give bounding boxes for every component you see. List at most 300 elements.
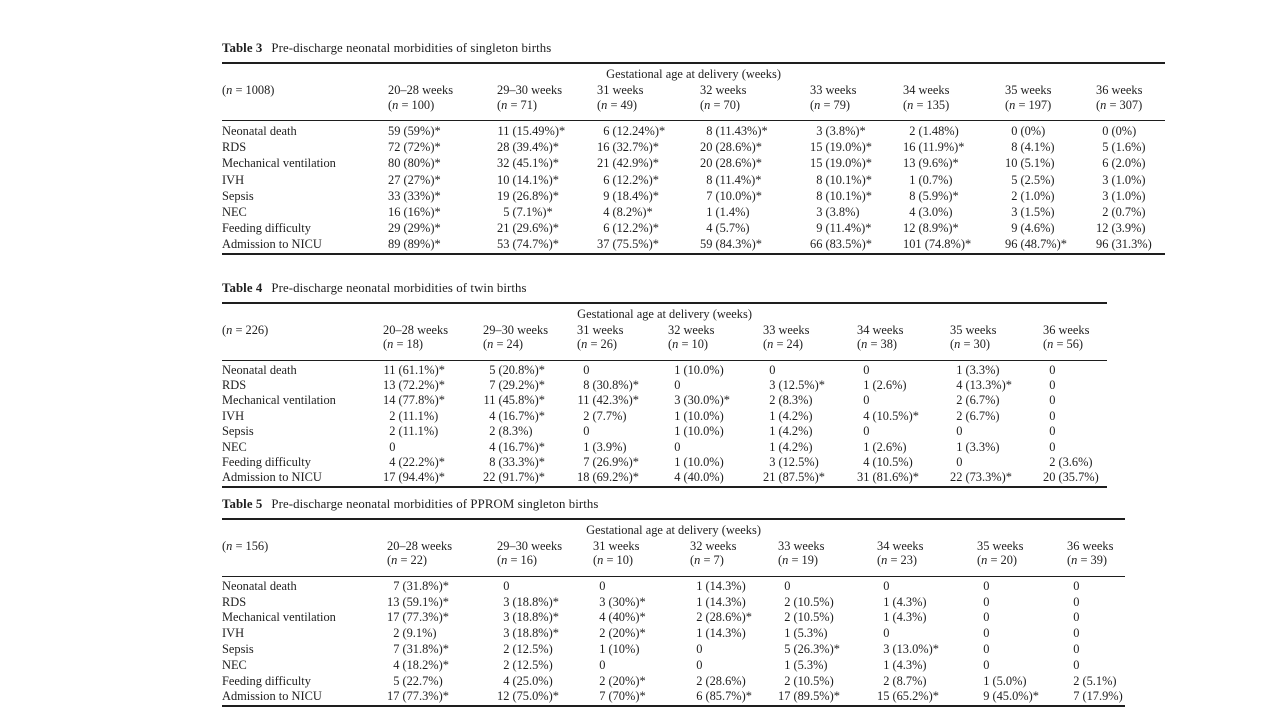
table-4-caption: Pre-discharge neonatal morbidities of twin births	[271, 280, 527, 295]
cell-count: 0	[983, 578, 990, 593]
cell-count: 1	[583, 439, 590, 454]
col-header	[690, 537, 778, 577]
data-cell	[857, 440, 950, 455]
cell-percent: (74.8%)*	[921, 237, 972, 252]
cell-percent: (26.9%)*	[589, 455, 639, 470]
row-label: RDS	[222, 594, 247, 609]
data-cell	[903, 172, 1005, 188]
cell-percent: (91.7%)*	[495, 470, 545, 485]
cell-percent: (10.0%)*	[712, 188, 762, 203]
cell-count: 4	[393, 657, 400, 672]
col-header-weeks: 31 weeks	[597, 83, 644, 97]
data-cell	[593, 674, 690, 690]
cell-percent: (29.6%)*	[509, 221, 559, 236]
cell-count: 8	[489, 455, 496, 470]
data-cell	[690, 689, 778, 706]
cell-percent: (12.2%)*	[609, 172, 659, 187]
cell-count: 16	[388, 205, 401, 220]
cell-percent: (3.0%)	[915, 205, 953, 220]
data-cell	[593, 576, 690, 594]
row-label: Sepsis	[222, 188, 254, 203]
data-cell	[483, 360, 577, 378]
data-cell	[778, 689, 877, 706]
cell-percent: (2.6%)	[869, 439, 907, 454]
cell-count: 3	[816, 124, 823, 138]
cell-percent: (77.3%)*	[399, 689, 449, 704]
cell-count: 15	[810, 156, 823, 171]
cell-count: 1	[909, 172, 916, 187]
cell-percent: (45.1%)*	[509, 156, 559, 171]
data-cell	[1096, 139, 1165, 155]
cell-count: 9	[1011, 221, 1018, 236]
cell-percent: (28.6%)*	[712, 156, 762, 171]
data-cell	[903, 236, 1005, 253]
cell-count: 0	[769, 362, 776, 377]
table-row	[222, 610, 1125, 626]
cell-percent: (77.3%)*	[399, 610, 449, 625]
col-header-n: (n = 7)	[690, 553, 724, 568]
data-cell	[383, 378, 483, 393]
column-header-row	[222, 81, 1165, 121]
table-row	[222, 470, 1107, 486]
cell-percent: (26.8%)*	[509, 188, 559, 203]
data-cell	[497, 139, 597, 155]
table-row	[222, 595, 1125, 611]
data-cell	[700, 172, 810, 188]
cell-percent: (42.9%)*	[609, 156, 659, 171]
cell-percent: (10.5%)	[869, 455, 913, 470]
cell-count: 6	[1102, 156, 1109, 171]
cell-percent: (1.0%)	[1108, 188, 1146, 203]
cell-count: 89	[388, 237, 401, 252]
table-row	[222, 360, 1107, 378]
data-cell	[388, 236, 497, 253]
data-cell	[1005, 155, 1096, 171]
data-cell	[1067, 642, 1125, 658]
cell-count: 3	[816, 205, 823, 220]
table-row	[222, 409, 1107, 424]
col-header	[497, 537, 593, 577]
cell-percent: (20%)*	[605, 673, 646, 688]
table-4-label: Table 4	[222, 280, 263, 295]
data-cell	[700, 188, 810, 204]
cell-percent: (18.8%)*	[509, 610, 559, 625]
data-cell	[700, 236, 810, 253]
cell-count: 5	[503, 205, 510, 220]
cell-count: 21	[763, 470, 776, 485]
cell-count: 4	[909, 205, 916, 220]
cell-count: 10	[1005, 156, 1018, 171]
col-header-weeks: 29–30 weeks	[483, 322, 549, 337]
data-cell	[593, 595, 690, 611]
cell-percent: (12.5%)	[775, 455, 819, 470]
data-cell	[497, 642, 593, 658]
cell-count: 53	[497, 237, 510, 252]
table-4-section	[222, 281, 1107, 488]
cell-count: 3	[769, 378, 776, 393]
cell-count: 6	[603, 124, 610, 138]
cell-percent: (10.5%)*	[869, 408, 919, 423]
cell-count: 0	[1073, 610, 1080, 625]
cell-percent: (10.0%)	[680, 362, 724, 377]
cell-percent: (18.8%)*	[509, 626, 559, 641]
cell-count: 2	[599, 673, 606, 688]
table-row	[222, 455, 1107, 470]
cell-percent: (10.1%)*	[822, 172, 872, 187]
data-cell	[977, 610, 1067, 626]
data-cell	[950, 393, 1043, 408]
table-4-grid	[222, 302, 1107, 488]
cell-count: 0	[1102, 124, 1109, 138]
cell-percent: (16.7%)*	[495, 408, 545, 423]
data-cell	[597, 236, 700, 253]
data-cell	[763, 378, 857, 393]
data-cell	[1005, 121, 1096, 140]
data-cell	[497, 188, 597, 204]
data-cell	[857, 424, 950, 439]
col-header	[1067, 537, 1125, 577]
data-cell	[977, 674, 1067, 690]
table-row	[222, 220, 1165, 236]
data-cell	[977, 658, 1067, 674]
cell-percent: (3.3%)	[962, 362, 1000, 377]
data-cell	[810, 155, 903, 171]
cell-percent: (5.9%)*	[915, 188, 959, 203]
data-cell	[1096, 220, 1165, 236]
table-row	[222, 236, 1165, 253]
cell-percent: (45.0%)*	[989, 689, 1039, 704]
cell-count: 4	[489, 408, 496, 423]
cell-count: 11	[577, 393, 590, 408]
cell-percent: (3.8%)*	[822, 124, 866, 138]
table-row	[222, 658, 1125, 674]
cell-count: 16	[597, 140, 610, 155]
cell-percent: (1.0%)	[1017, 188, 1055, 203]
row-label: IVH	[222, 172, 245, 187]
data-cell	[857, 393, 950, 408]
cell-percent: (14.1%)*	[509, 172, 559, 187]
cell-count: 2	[599, 626, 606, 641]
cell-count: 66	[810, 237, 823, 252]
cell-count: 0	[1049, 378, 1056, 393]
cell-count: 1	[674, 362, 681, 377]
cell-count: 0	[599, 657, 606, 672]
gestational-age-span-header: Gestational age at delivery (weeks)	[586, 522, 761, 537]
cell-percent: (31.8%)*	[399, 578, 449, 593]
data-cell	[877, 642, 977, 658]
data-cell	[950, 378, 1043, 393]
data-cell	[950, 360, 1043, 378]
table-row	[222, 440, 1107, 455]
cell-percent: (69.2%)*	[589, 470, 639, 485]
cell-count: 9	[603, 188, 610, 203]
data-cell	[950, 455, 1043, 470]
cell-count: 1	[956, 439, 963, 454]
data-cell	[857, 378, 950, 393]
cell-percent: (89%)*	[400, 237, 441, 252]
cell-count: 59	[700, 237, 713, 252]
cell-count: 4	[863, 455, 870, 470]
cell-percent: (10.0%)	[680, 424, 724, 439]
cell-percent: (11.4%)*	[712, 172, 762, 187]
cell-count: 2	[583, 408, 590, 423]
cell-percent: (2.6%)	[869, 378, 907, 393]
col-header-n: (n = 39)	[1067, 553, 1108, 568]
data-cell	[497, 576, 593, 594]
table-row	[222, 139, 1165, 155]
cell-percent: (42.3%)*	[589, 393, 639, 408]
row-label: Neonatal death	[222, 362, 297, 377]
table-row	[222, 172, 1165, 188]
cell-count: 5	[489, 362, 496, 377]
data-cell	[810, 172, 903, 188]
cell-count: 10	[497, 172, 510, 187]
cell-count: 2	[956, 408, 963, 423]
cell-count: 1	[883, 657, 890, 672]
data-cell	[597, 121, 700, 140]
gestational-age-span-header: Gestational age at delivery (weeks)	[606, 67, 781, 81]
cell-count: 1	[696, 578, 703, 593]
cell-percent: (1.4%)	[712, 205, 750, 220]
cell-percent: (17.9%)	[1079, 689, 1123, 704]
cell-count: 1	[674, 408, 681, 423]
cell-percent: (5.1%)	[1017, 156, 1055, 171]
cell-count: 0	[696, 657, 703, 672]
cell-count: 17	[387, 689, 400, 704]
cell-count: 2	[696, 610, 703, 625]
cell-count: 1	[696, 594, 703, 609]
data-cell	[763, 409, 857, 424]
data-cell	[778, 595, 877, 611]
col-header-weeks: 29–30 weeks	[497, 83, 563, 97]
cell-percent: (30.8%)*	[589, 378, 639, 393]
col-header-n: (n = 19)	[778, 553, 819, 568]
data-cell	[388, 139, 497, 155]
cell-count: 0	[1049, 439, 1056, 454]
data-cell	[1096, 121, 1165, 140]
col-header-n: (n = 30)	[950, 337, 991, 352]
cell-count: 0	[983, 657, 990, 672]
col-header-weeks: 32 weeks	[700, 83, 747, 97]
row-label: Mechanical ventilation	[222, 156, 336, 171]
data-cell	[690, 642, 778, 658]
cell-percent: (28.6%)*	[712, 140, 762, 155]
data-cell	[597, 220, 700, 236]
cell-count: 20	[700, 140, 713, 155]
data-cell	[690, 626, 778, 642]
cell-count: 5	[393, 673, 400, 688]
table-3-section	[222, 41, 1165, 255]
data-cell	[763, 360, 857, 378]
cell-count: 15	[810, 140, 823, 155]
cell-count: 7	[489, 378, 496, 393]
cell-count: 0	[696, 642, 703, 657]
cell-percent: (11.9%)*	[915, 140, 965, 155]
cell-percent: (7.1%)*	[509, 205, 553, 220]
data-cell	[668, 455, 763, 470]
data-cell	[977, 626, 1067, 642]
cell-count: 7	[583, 455, 590, 470]
data-cell	[903, 220, 1005, 236]
cell-count: 3	[599, 594, 606, 609]
data-cell	[497, 204, 597, 220]
table-5-label: Table 5	[222, 496, 263, 511]
cell-percent: (4.6%)	[1017, 221, 1055, 236]
cell-count: 4	[489, 439, 496, 454]
cell-count: 1	[769, 408, 776, 423]
cell-percent: (39.4%)*	[509, 140, 559, 155]
data-cell	[857, 455, 950, 470]
cell-percent: (18.2%)*	[399, 657, 449, 672]
cell-count: 16	[903, 140, 916, 155]
data-cell	[903, 155, 1005, 171]
cell-percent: (0.7%)	[915, 172, 953, 187]
cell-percent: (80%)*	[400, 156, 441, 171]
data-cell	[388, 121, 497, 140]
data-cell	[763, 424, 857, 439]
tables-region	[222, 41, 1165, 707]
data-cell	[700, 220, 810, 236]
cell-percent: (22.7%)	[399, 673, 443, 688]
cell-count: 6	[603, 221, 610, 236]
cell-count: 0	[1049, 362, 1056, 377]
data-cell	[877, 576, 977, 594]
data-cell	[1067, 595, 1125, 611]
cell-count: 7	[706, 188, 713, 203]
cell-percent: (73.3%)*	[962, 470, 1012, 485]
cell-count: 0	[784, 578, 791, 593]
table-3-caption: Pre-discharge neonatal morbidities of singleton births	[271, 41, 552, 55]
row-label: Feeding difficulty	[222, 221, 311, 236]
row-label: RDS	[222, 378, 247, 393]
cell-count: 20	[1043, 470, 1056, 485]
cell-count: 0	[599, 578, 606, 593]
cell-count: 22	[483, 470, 496, 485]
col-header-n: (n = 49)	[597, 97, 638, 112]
cell-count: 7	[599, 689, 606, 704]
cell-count: 2	[389, 424, 396, 439]
col-header	[977, 537, 1067, 577]
col-header-weeks: 36 weeks	[1096, 83, 1143, 97]
row-label: Feeding difficulty	[222, 673, 311, 688]
col-header	[387, 537, 497, 577]
cell-count: 5	[1011, 172, 1018, 187]
data-cell	[1005, 139, 1096, 155]
data-cell	[497, 689, 593, 706]
data-cell	[497, 236, 597, 253]
cell-percent: (9.1%)	[399, 626, 437, 641]
gestational-age-span-header: Gestational age at delivery (weeks)	[577, 306, 752, 321]
cell-count: 0	[1073, 657, 1080, 672]
col-header-weeks: 20–28 weeks	[387, 538, 453, 553]
data-cell	[1043, 424, 1107, 439]
cell-count: 2	[1102, 205, 1109, 220]
data-cell	[1096, 155, 1165, 171]
cell-percent: (10.1%)*	[822, 188, 872, 203]
data-cell	[1067, 626, 1125, 642]
cell-count: 0	[1073, 642, 1080, 657]
data-table	[222, 302, 1107, 488]
cell-percent: (81.6%)*	[869, 470, 919, 485]
data-cell	[577, 393, 668, 408]
cell-percent: (83.5%)*	[822, 237, 872, 252]
col-header	[877, 537, 977, 577]
data-cell	[977, 595, 1067, 611]
table-row	[222, 188, 1165, 204]
col-header	[497, 81, 597, 121]
column-header-row	[222, 537, 1125, 577]
data-cell	[690, 595, 778, 611]
data-cell	[388, 172, 497, 188]
cell-percent: (1.48%)	[915, 124, 959, 138]
data-cell	[1005, 172, 1096, 188]
cell-percent: (10%)	[605, 642, 640, 657]
data-cell	[977, 642, 1067, 658]
cell-count: 1	[769, 439, 776, 454]
cell-count: 2	[696, 673, 703, 688]
table-4-title	[222, 281, 1107, 295]
col-header	[1005, 81, 1096, 121]
col-header-weeks: 33 weeks	[810, 83, 857, 97]
cell-count: 2	[1073, 673, 1080, 688]
cell-count: 12	[903, 221, 916, 236]
data-cell	[383, 360, 483, 378]
cell-percent: (94.4%)*	[395, 470, 445, 485]
col-header	[903, 81, 1005, 121]
data-cell	[1043, 455, 1107, 470]
cell-count: 8	[909, 188, 916, 203]
cell-count: 2	[784, 594, 791, 609]
cell-percent: (40%)*	[605, 610, 646, 625]
col-header-n: (n = 18)	[383, 337, 424, 352]
col-header	[1096, 81, 1165, 121]
col-header-n: (n = 24)	[483, 337, 524, 352]
cell-count: 7	[1073, 689, 1080, 704]
cell-percent: (11.1%)	[395, 408, 439, 423]
cell-count: 0	[956, 424, 963, 439]
data-cell	[1005, 188, 1096, 204]
cell-count: 2	[503, 657, 510, 672]
data-cell	[1043, 409, 1107, 424]
cell-percent: (12.5%)	[509, 642, 553, 657]
data-cell	[810, 220, 903, 236]
data-cell	[388, 188, 497, 204]
col-header-weeks: 29–30 weeks	[497, 538, 563, 553]
cell-percent: (8.7%)	[889, 673, 927, 688]
cell-count: 4	[603, 205, 610, 220]
col-header-n: (n = 10)	[593, 553, 634, 568]
cell-percent: (35.7%)	[1055, 470, 1099, 485]
cell-percent: (5.0%)	[989, 673, 1027, 688]
cell-count: 8	[816, 188, 823, 203]
cell-percent: (70%)*	[605, 689, 646, 704]
data-cell	[857, 360, 950, 378]
table-row	[222, 204, 1165, 220]
cell-count: 3	[674, 393, 681, 408]
cell-count: 18	[577, 470, 590, 485]
data-cell	[577, 409, 668, 424]
data-cell	[597, 155, 700, 171]
cell-count: 15	[877, 689, 890, 704]
col-header-n: (n = 10)	[668, 337, 709, 352]
data-cell	[383, 455, 483, 470]
col-header-weeks: 32 weeks	[668, 322, 715, 337]
col-header	[810, 81, 903, 121]
data-cell	[387, 626, 497, 642]
col-header-n: (n = 71)	[497, 97, 538, 112]
cell-count: 1	[696, 626, 703, 641]
cell-count: 1	[784, 657, 791, 672]
